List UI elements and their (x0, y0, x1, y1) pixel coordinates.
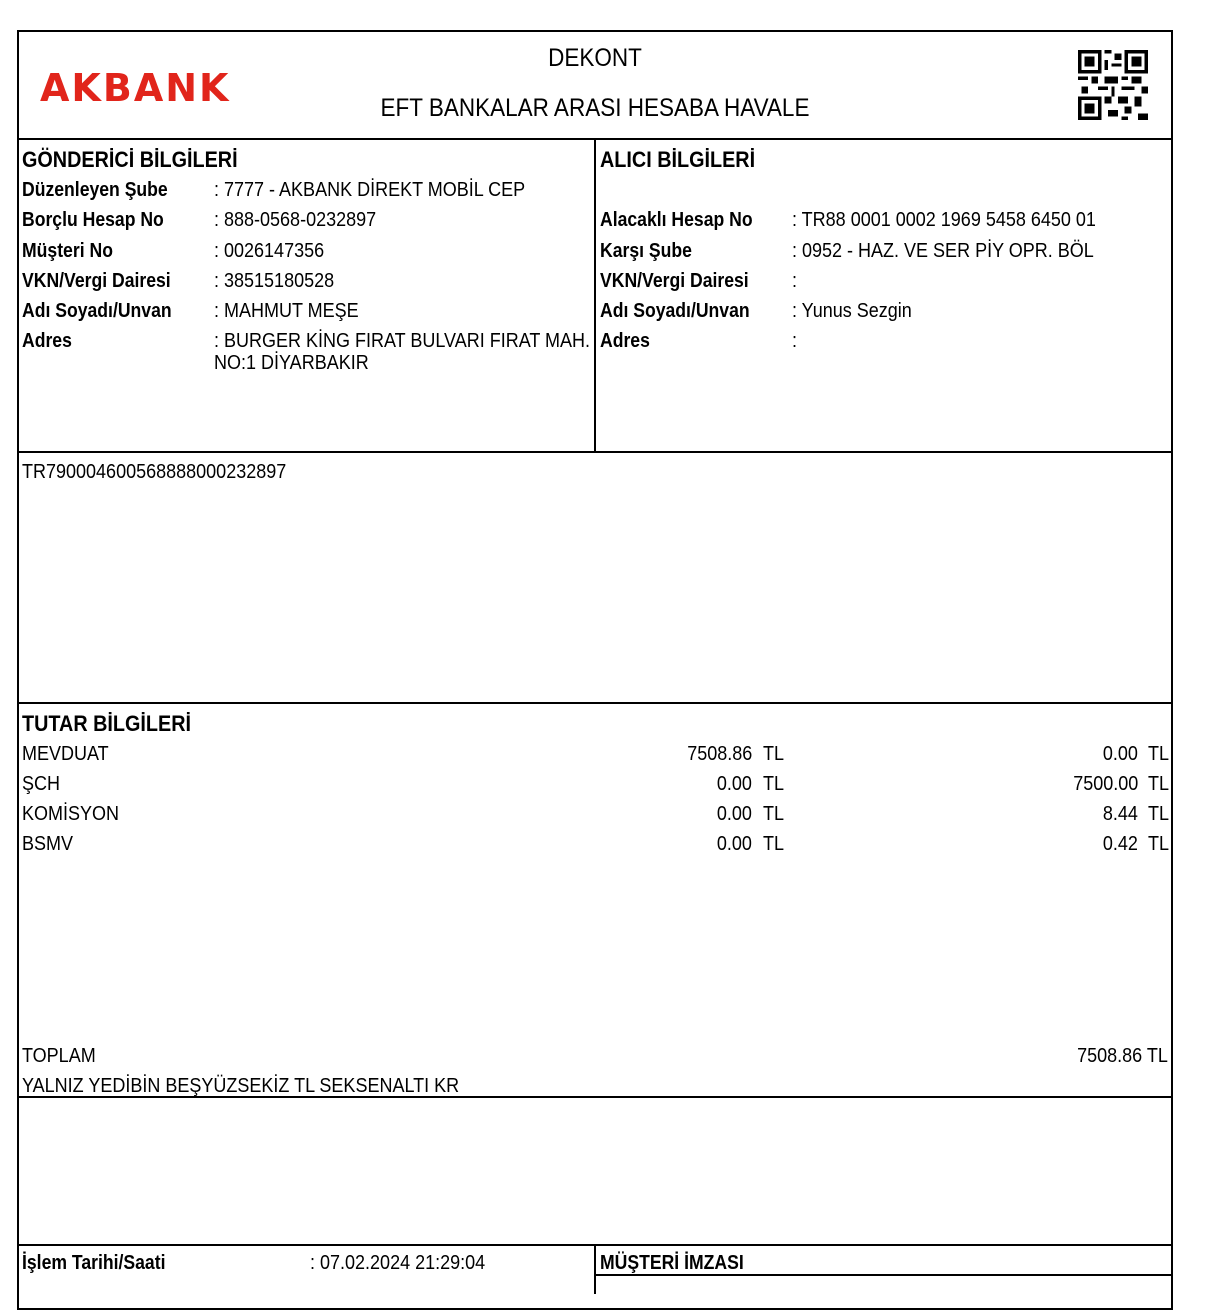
sender-name-label: Adı Soyadı/Unvan (22, 300, 172, 322)
amount-row-label: ŞCH (22, 773, 61, 795)
amount-row-debit: 0.00 (716, 833, 752, 855)
receiver-address-value: : (792, 330, 798, 352)
divider-parties-vertical (594, 138, 596, 453)
amount-row-credit: 7500.00 (1072, 773, 1138, 795)
sender-address-value-line2: NO:1 DİYARBAKIR (214, 352, 369, 374)
transaction-date-label: İşlem Tarihi/Saati (22, 1252, 166, 1274)
sender-customer-label: Müşteri No (22, 240, 113, 262)
sender-account-label: Borçlu Hesap No (22, 209, 164, 231)
receiver-address-label: Adres (600, 330, 650, 352)
receiver-account-value: : TR88 0001 0002 1969 5458 6450 01 (792, 209, 1096, 231)
qr-code-icon (1078, 50, 1148, 120)
amount-row-credit-currency: TL (1148, 773, 1170, 795)
amount-row-debit: 0.00 (716, 803, 752, 825)
amount-row-credit-currency: TL (1148, 743, 1170, 765)
amount-row-debit: 7508.86 (686, 743, 752, 765)
receiver-name-label: Adı Soyadı/Unvan (600, 300, 750, 322)
divider-iban (17, 702, 1173, 704)
sender-iban: TR790004600568888000232897 (22, 461, 287, 483)
amount-row-label: BSMV (22, 833, 74, 855)
amount-row-credit: 8.44 (1102, 803, 1138, 825)
receiver-branch-value: : 0952 - HAZ. VE SER PİY OPR. BÖL (792, 240, 1094, 262)
amount-row-credit: 0.42 (1102, 833, 1138, 855)
receiver-heading: ALICI BİLGİLERİ (600, 147, 756, 172)
receiver-tax-label: VKN/Vergi Dairesi (600, 270, 749, 292)
amount-row-label: MEVDUAT (22, 743, 109, 765)
sender-branch-value: : 7777 - AKBANK DİREKT MOBİL CEP (214, 179, 526, 201)
receiver-account-label: Alacaklı Hesap No (600, 209, 753, 231)
transaction-date-value: : 07.02.2024 21:29:04 (310, 1252, 486, 1274)
total-label: TOPLAM (22, 1045, 96, 1067)
receiver-branch-label: Karşı Şube (600, 240, 692, 262)
receiver-tax-value: : (792, 270, 798, 292)
amount-row-credit-currency: TL (1148, 803, 1170, 825)
sender-tax-label: VKN/Vergi Dairesi (22, 270, 171, 292)
amount-row-label: KOMİSYON (22, 803, 120, 825)
divider-footer-vertical (594, 1244, 596, 1294)
total-value: 7508.86 TL (1077, 1045, 1168, 1067)
sender-address-label: Adres (22, 330, 72, 352)
sender-name-value: : MAHMUT MEŞE (214, 300, 359, 322)
amount-row-credit: 0.00 (1102, 743, 1138, 765)
amount-row-debit-currency: TL (763, 803, 785, 825)
amount-row-debit-currency: TL (763, 743, 785, 765)
receiver-name-value: : Yunus Sezgin (792, 300, 912, 322)
sender-branch-label: Düzenleyen Şube (22, 179, 168, 201)
sender-address-value: : BURGER KİNG FIRAT BULVARI FIRAT MAH. (214, 330, 591, 352)
customer-signature-label: MÜŞTERİ İMZASI (600, 1252, 744, 1274)
amount-row-credit-currency: TL (1148, 833, 1170, 855)
document-title: DEKONT (548, 44, 642, 72)
amount-row-debit-currency: TL (763, 833, 785, 855)
bank-logo: AKBANK (40, 66, 231, 110)
total-in-words: YALNIZ YEDİBİN BEŞYÜZSEKİZ TL SEKSENALTI KR (22, 1075, 460, 1097)
amount-row-debit-currency: TL (763, 773, 785, 795)
sender-customer-value: : 0026147356 (214, 240, 325, 262)
document-subtitle: EFT BANKALAR ARASI HESABA HAVALE (380, 94, 810, 122)
amount-row-debit: 0.00 (716, 773, 752, 795)
amounts-heading: TUTAR BİLGİLERİ (22, 711, 192, 736)
sender-account-value: : 888-0568-0232897 (214, 209, 377, 231)
sender-heading: GÖNDERİCİ BİLGİLERİ (22, 147, 238, 172)
sender-tax-value: : 38515180528 (214, 270, 335, 292)
